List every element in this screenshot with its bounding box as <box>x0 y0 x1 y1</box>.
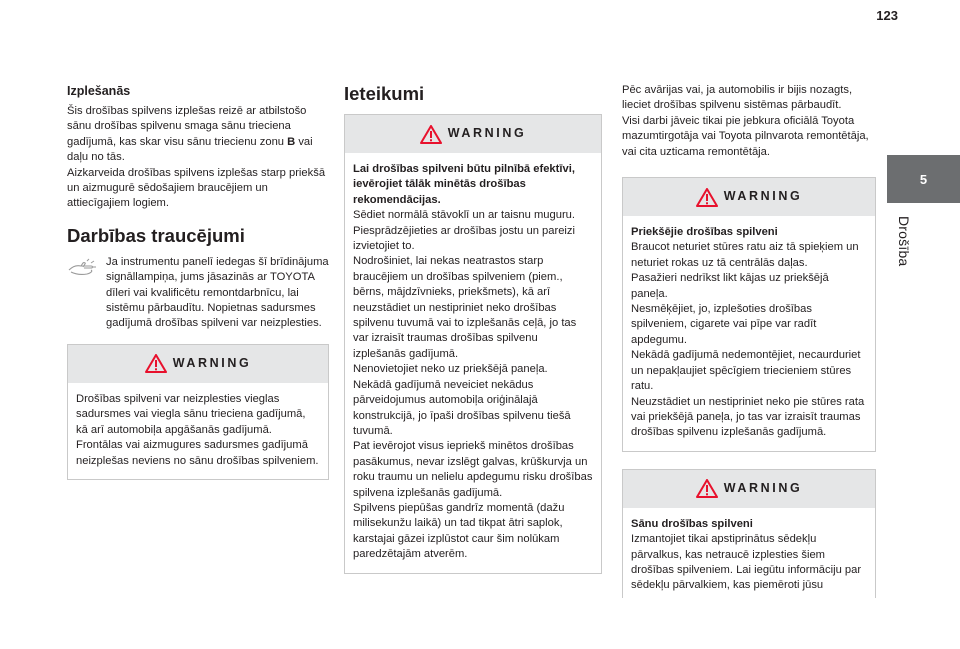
warning-triangle-icon <box>696 479 718 498</box>
column-3 <box>622 83 876 598</box>
izplesanas-text <box>67 104 329 166</box>
zone-letter: B <box>287 135 296 148</box>
warning-line: Braucot neturiet stūres ratu aiz tā spieķiem un neturiet rokas uz tā centrālās daļas. <box>631 241 859 269</box>
warning-body <box>623 508 875 598</box>
warning-title: WARNING <box>723 481 803 496</box>
warning-title: WARNING <box>172 356 252 371</box>
warning-body <box>68 383 328 479</box>
warning-line: Sēdiet normālā stāvoklī un ar taisnu muguru. <box>353 209 576 222</box>
izplesanas-text-2: Aizkarveida drošības spilvens izplešas starp priekšā un aizmugurē sēdošajiem braucējiem un attiecīgajiem logiem. <box>67 166 326 210</box>
column-1 <box>67 83 329 480</box>
heading-darbibas: Darbības traucējumi <box>67 224 245 246</box>
warning-box <box>344 114 602 574</box>
warning-triangle-icon <box>696 188 718 207</box>
warning-line: Nesmēķējiet, jo, izplešoties drošības spilveniem, cigarete vai pīpe var radīt apdegumu. <box>631 303 817 346</box>
warning-box <box>67 344 329 480</box>
warning-line: Nekādā gadījumā nedemontējiet, necaurduriet un nepakļaujiet spēcīgiem triecieniem stūres ratu. <box>631 349 861 393</box>
warning-box <box>622 177 876 452</box>
tip-block <box>67 255 329 332</box>
heading-izplesanas: Izplešanās <box>67 84 131 98</box>
intro-text: Pēc avārijas vai, ja automobilis ir bijis nozagts, lieciet drošības spilvenu sistēmas pārbaudīt. <box>622 84 853 112</box>
warning-text-1: Drošības spilveni var neizplesties vieglas sadursmes vai viegla sānu trieciena gadījumā, kā arī automobiļa apgāšanās gadījumā. <box>76 392 306 436</box>
tip-hand-icon <box>67 257 101 277</box>
warning-triangle-icon <box>420 125 442 144</box>
izplesanas-text-body: Šis drošības spilvens izplešas reizē ar atbilstošo sānu drošības spilvenu smaga sānu trieciena gadījumā, kas skar visu sānu triecienu zonu B vai daļu no tās. <box>67 105 313 164</box>
warning-header <box>623 178 875 216</box>
warning-header <box>623 470 875 508</box>
warning-text-2: Frontālas vai aizmugures sadursmes gadījumā neizplešas neviens no sānu drošības spilveniem. <box>76 439 319 467</box>
warning-line: Spilvens piepūšas gandrīz momentā (dažu milisekunžu laikā) un tad tikpat ātri saplok, karstajai gāzei izplūstot caur šim nolūkam paredzētajām atverēm. <box>353 501 565 561</box>
warning-line: Pat ievērojot visus iepriekš minētos drošības pasākumus, nevar izslēgt galvas, krūškurvja un roku traumu un nelielu apdegumu risku drošības spilvena izplešanās gadījumā. <box>353 440 593 499</box>
heading-ieteikumi: Ieteikumi <box>344 83 425 104</box>
warning-bold-text: Priekšējie drošības spilveni <box>631 226 778 239</box>
warning-header <box>68 345 328 383</box>
warning-line: Pasažieri nedrīkst likt kājas uz priekšējā paneļa. <box>631 272 829 300</box>
warning-body <box>623 216 875 451</box>
warning-line: Izmantojiet tikai apstiprinātus sēdekļu pārvalkus, kas netraucē izplesties šiem drošības spilveniem. Lai iegūtu informāciju par sēdekļu pārvalkiem, kas piemēroti jūsu <box>631 533 862 592</box>
column-2 <box>344 83 602 574</box>
warning-line: Nodrošiniet, lai nekas neatrastos starp braucējiem un drošības spilveniem (piem., bērns, mājdzīvnieks, priekšmets), kā arī neuzstādiet un nestipriniet neko drošības spilvenu tuvumā vai to izplešanās ceļā, jo tas var izraisīt traumas drošības spilvenu izplešanās gadījumā. <box>353 255 577 360</box>
warning-line: Nekādā gadījumā neveiciet nekādus pārveidojumus automobiļa oriģinālajā konstrukcijā, jo īpaši drošības spilvenu tiešā tuvumā. <box>353 378 571 437</box>
warning-line: Nenovietojiet neko uz priekšējā paneļa. <box>353 363 548 376</box>
chapter-number: 5 <box>919 171 928 187</box>
warning-line: Neuzstādiet un nestipriniet neko pie stūres rata vai priekšējā paneļa, jo tas var izraisīt traumas drošības spilvenu izplešanās gadījumā. <box>631 395 865 439</box>
warning-bold-text: Lai drošības spilveni būtu pilnībā efektīvi, ievērojiet tālāk minētās drošības rekomendācijas. <box>353 163 575 206</box>
warning-box <box>622 469 876 598</box>
warning-title: WARNING <box>723 189 803 204</box>
tip-text: Ja instrumentu panelī iedegas šī brīdinājuma signāllampiņa, jums jāsazinās ar TOYOTA dīleri vai kvalificētu remontdarbnīcu, lai sistēmu pārbaudītu. Nopietnas sadursmes gadījumā drošības spilveni var neizplesties. <box>106 255 329 330</box>
warning-header <box>345 115 601 153</box>
warning-title: WARNING <box>447 126 527 141</box>
chapter-label: Drošība <box>896 216 912 267</box>
page-number: 123 <box>876 8 898 23</box>
warning-line: Piesprādzējieties ar drošības jostu un pareizi izvietojiet to. <box>353 224 576 253</box>
warning-triangle-icon <box>145 354 167 373</box>
chapter-tab[interactable] <box>887 155 960 203</box>
warning-body <box>345 153 601 573</box>
warning-bold-text: Sānu drošības spilveni <box>631 517 753 530</box>
intro-text: Visi darbi jāveic tikai pie jebkura oficiālā Toyota mazumtirgotāja vai Toyota pilnvarota remontētāja, vai cita uzticama remontētāja. <box>622 114 869 158</box>
